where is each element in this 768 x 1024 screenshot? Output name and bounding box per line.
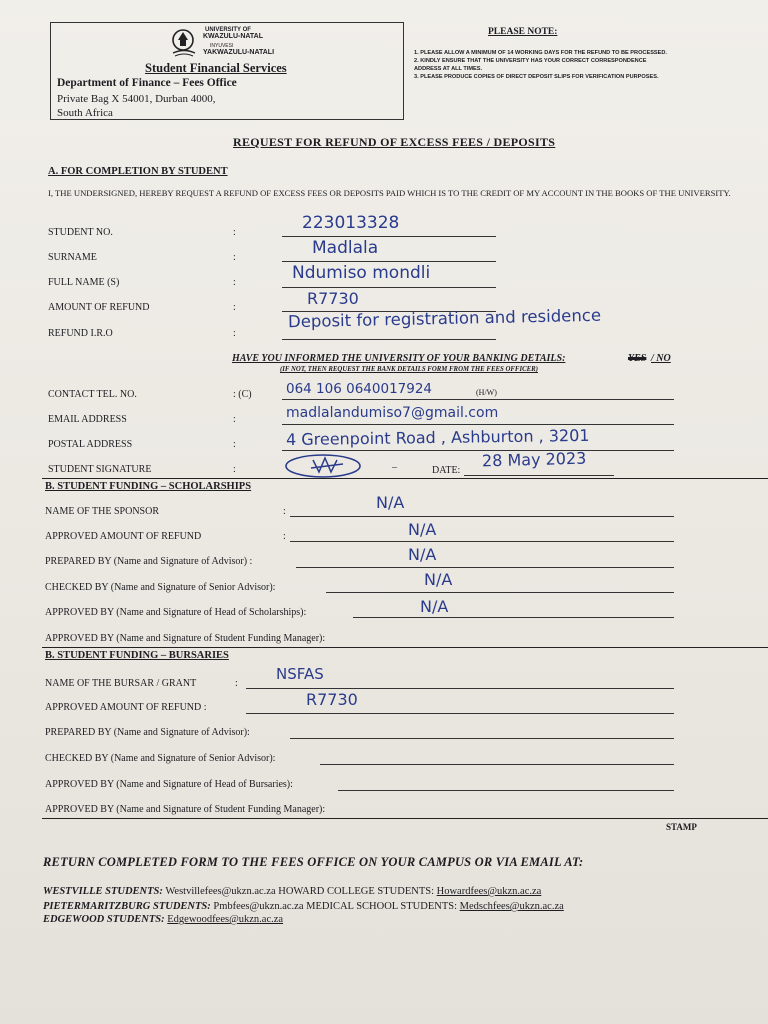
field-underline [282, 399, 674, 400]
student-signature[interactable] [283, 452, 363, 480]
field-underline [320, 764, 674, 765]
bursary-approved-by-head-label: APPROVED BY (Name and Signature of Head of Bursaries): [45, 779, 293, 790]
please-note-item: 1. PLEASE ALLOW A MINIMUM OF 14 WORKING DAYS FOR THE REFUND TO BE PROCESSED. [414, 50, 667, 56]
banking-note: (IF NOT, THEN REQUEST THE BANK DETAILS FORM FROM THE FEES OFFICER) [280, 366, 538, 373]
colon: : [233, 302, 236, 313]
field-underline [282, 236, 496, 237]
contacts-line-3 [43, 914, 283, 925]
student-signature-label: STUDENT SIGNATURE [48, 464, 152, 475]
refund-iro-label: REFUND I.R.O [48, 328, 113, 339]
amount-of-refund-field[interactable]: R7730 [307, 289, 359, 308]
section-divider [42, 647, 768, 648]
field-underline [246, 713, 674, 714]
colon: : [233, 328, 236, 339]
scholarship-checked-by-label: CHECKED BY (Name and Signature of Senior Advisor): [45, 582, 276, 593]
university-name-line3: INYUVESI [210, 43, 234, 49]
bursary-approved-by-manager-label: APPROVED BY (Name and Signature of Student Funding Manager): [45, 804, 326, 815]
please-note-title: PLEASE NOTE: [488, 27, 558, 37]
surname-label: SURNAME [48, 252, 97, 263]
colon: : [233, 439, 236, 450]
pmb-email-link[interactable]: Pmbfees@ukzn.ac.za [213, 901, 304, 912]
colon: : [235, 678, 238, 689]
university-name-line2: KWAZULU-NATAL [203, 33, 264, 40]
university-name-line1: UNIVERSITY OF [205, 27, 251, 33]
email-label: EMAIL ADDRESS [48, 414, 127, 425]
scholarship-approved-by-head-field[interactable]: N/A [420, 597, 449, 616]
section-a-heading: A. FOR COMPLETION BY STUDENT [48, 166, 228, 177]
bursary-prepared-by-label: PREPARED BY (Name and Signature of Advisor): [45, 727, 250, 738]
field-underline [282, 287, 496, 288]
colon: : [233, 227, 236, 238]
field-underline [282, 261, 496, 262]
please-note-item: 2. KINDLY ENSURE THAT THE UNIVERSITY HAS YOUR CORRECT CORRESPONDENCE [414, 58, 647, 64]
full-names-label: FULL NAME (S) [48, 277, 120, 288]
office-address: Private Bag X 54001, Durban 4000, South Africa [57, 93, 216, 119]
field-underline [282, 450, 674, 451]
surname-field[interactable]: Madlala [312, 238, 379, 258]
banking-yes-option[interactable]: YES [628, 353, 647, 364]
date-label: DATE: [432, 465, 461, 476]
contact-tel-field[interactable]: 064 106 0640017924 [286, 381, 433, 397]
sponsor-name-label: NAME OF THE SPONSOR [45, 506, 160, 517]
westville-email-link[interactable]: Westvillefees@ukzn.ac.za [165, 886, 276, 897]
section-divider [42, 818, 768, 819]
colon: : [233, 252, 236, 263]
please-note-item: 3. PLEASE PRODUCE COPIES OF DIRECT DEPOSIT SLIPS FOR VERIFICATION PURPOSES. [414, 74, 659, 80]
please-note-item: ADDRESS AT ALL TIMES. [414, 66, 483, 72]
scholarship-prepared-by-label: PREPARED BY (Name and Signature of Advisor) : [45, 556, 253, 567]
bursary-checked-by-label: CHECKED BY (Name and Signature of Senior Advisor): [45, 753, 276, 764]
field-underline [353, 617, 674, 618]
return-instruction: RETURN COMPLETED FORM TO THE FEES OFFICE ON YOUR CAMPUS OR VIA EMAIL AT: [43, 855, 584, 869]
bursar-name-label: NAME OF THE BURSAR / GRANT [45, 678, 197, 689]
scholarship-approved-by-head-label: APPROVED BY (Name and Signature of Head of Scholarships): [45, 607, 307, 618]
pmb-label: PIETERMARITZBURG STUDENTS: [43, 901, 211, 912]
amount-of-refund-label: AMOUNT OF REFUND [48, 302, 150, 313]
field-underline [246, 688, 674, 689]
colon: : [283, 531, 286, 542]
university-name-line4: YAKWAZULU-NATALI [203, 49, 275, 56]
form-title: REQUEST FOR REFUND OF EXCESS FEES / DEPOSITS [233, 135, 556, 149]
field-underline [290, 541, 674, 542]
field-underline [290, 516, 674, 517]
section-divider [42, 478, 768, 479]
section-a-intro: I, THE UNDERSIGNED, HEREBY REQUEST A REFUND OF EXCESS FEES OR DEPOSITS PAID WHICH IS TO THE CREDIT OF MY ACCOUNT IN THE BOOKS OF THE UNIVERSITY. [48, 188, 731, 198]
banking-no-option[interactable]: / NO [651, 353, 671, 364]
date-field[interactable]: 28 May 2023 [481, 448, 587, 471]
postal-address-field[interactable]: 4 Greenpoint Road , Ashburton , 3201 [285, 425, 590, 450]
email-field[interactable]: madlalandumiso7@gmail.com [286, 405, 499, 421]
contact-suffix: (H/W) [476, 388, 497, 397]
westville-label: WESTVILLE STUDENTS: [43, 886, 163, 897]
banking-question: HAVE YOU INFORMED THE UNIVERSITY OF YOUR BANKING DETAILS: [232, 353, 566, 364]
colon: : [233, 277, 236, 288]
medical-email-link[interactable]: Medschfees@ukzn.ac.za [459, 901, 564, 912]
signature-dash: – [392, 462, 397, 473]
scholarship-checked-by-field[interactable]: N/A [424, 570, 453, 589]
contacts-line-1 [43, 886, 541, 897]
colon: : [233, 464, 236, 475]
colon: : [233, 414, 236, 425]
contacts-line-2 [43, 901, 564, 912]
howard-label: HOWARD COLLEGE STUDENTS: [278, 886, 434, 897]
refund-iro-field[interactable]: Deposit for registration and residence [287, 305, 602, 332]
section-b-scholarships-heading: B. STUDENT FUNDING – SCHOLARSHIPS [45, 481, 252, 492]
department-name: Department of Finance – Fees Office [57, 77, 237, 89]
field-underline [326, 592, 674, 593]
edgewood-label: EDGEWOOD STUDENTS: [43, 914, 165, 925]
section-b-bursaries-heading: B. STUDENT FUNDING – BURSARIES [45, 650, 229, 661]
stamp-label: STAMP [666, 822, 697, 832]
scholarship-prepared-by-field[interactable]: N/A [408, 545, 437, 564]
bursary-approved-amount-field[interactable]: R7730 [306, 690, 358, 709]
scholarship-approved-amount-field[interactable]: N/A [408, 520, 437, 539]
scholarship-approved-amount-label: APPROVED AMOUNT OF REFUND [45, 531, 202, 542]
field-underline [282, 339, 496, 340]
colon: : [283, 506, 286, 517]
field-underline [296, 567, 674, 568]
howard-email-link[interactable]: Howardfees@ukzn.ac.za [436, 886, 542, 897]
field-underline [282, 424, 674, 425]
university-logo-icon [171, 27, 197, 57]
edgewood-email-link[interactable]: Edgewoodfees@ukzn.ac.za [167, 914, 284, 925]
contact-tel-label: CONTACT TEL. NO. [48, 389, 137, 400]
contact-prefix: : (C) [233, 389, 252, 400]
medical-label: MEDICAL SCHOOL STUDENTS: [306, 901, 458, 912]
sponsor-name-field[interactable]: N/A [376, 493, 405, 512]
scholarship-approved-by-manager-label: APPROVED BY (Name and Signature of Student Funding Manager): [45, 633, 326, 644]
postal-address-label: POSTAL ADDRESS [48, 439, 133, 450]
bursar-name-field[interactable]: NSFAS [276, 665, 324, 683]
field-underline [338, 790, 674, 791]
student-no-field[interactable]: 223013328 [302, 213, 400, 233]
full-names-field[interactable]: Ndumiso mondli [292, 263, 431, 283]
field-underline [464, 475, 614, 476]
office-title: Student Financial Services [145, 61, 287, 75]
student-no-label: STUDENT NO. [48, 227, 113, 238]
bursary-approved-amount-label: APPROVED AMOUNT OF REFUND : [45, 702, 207, 713]
field-underline [290, 738, 674, 739]
